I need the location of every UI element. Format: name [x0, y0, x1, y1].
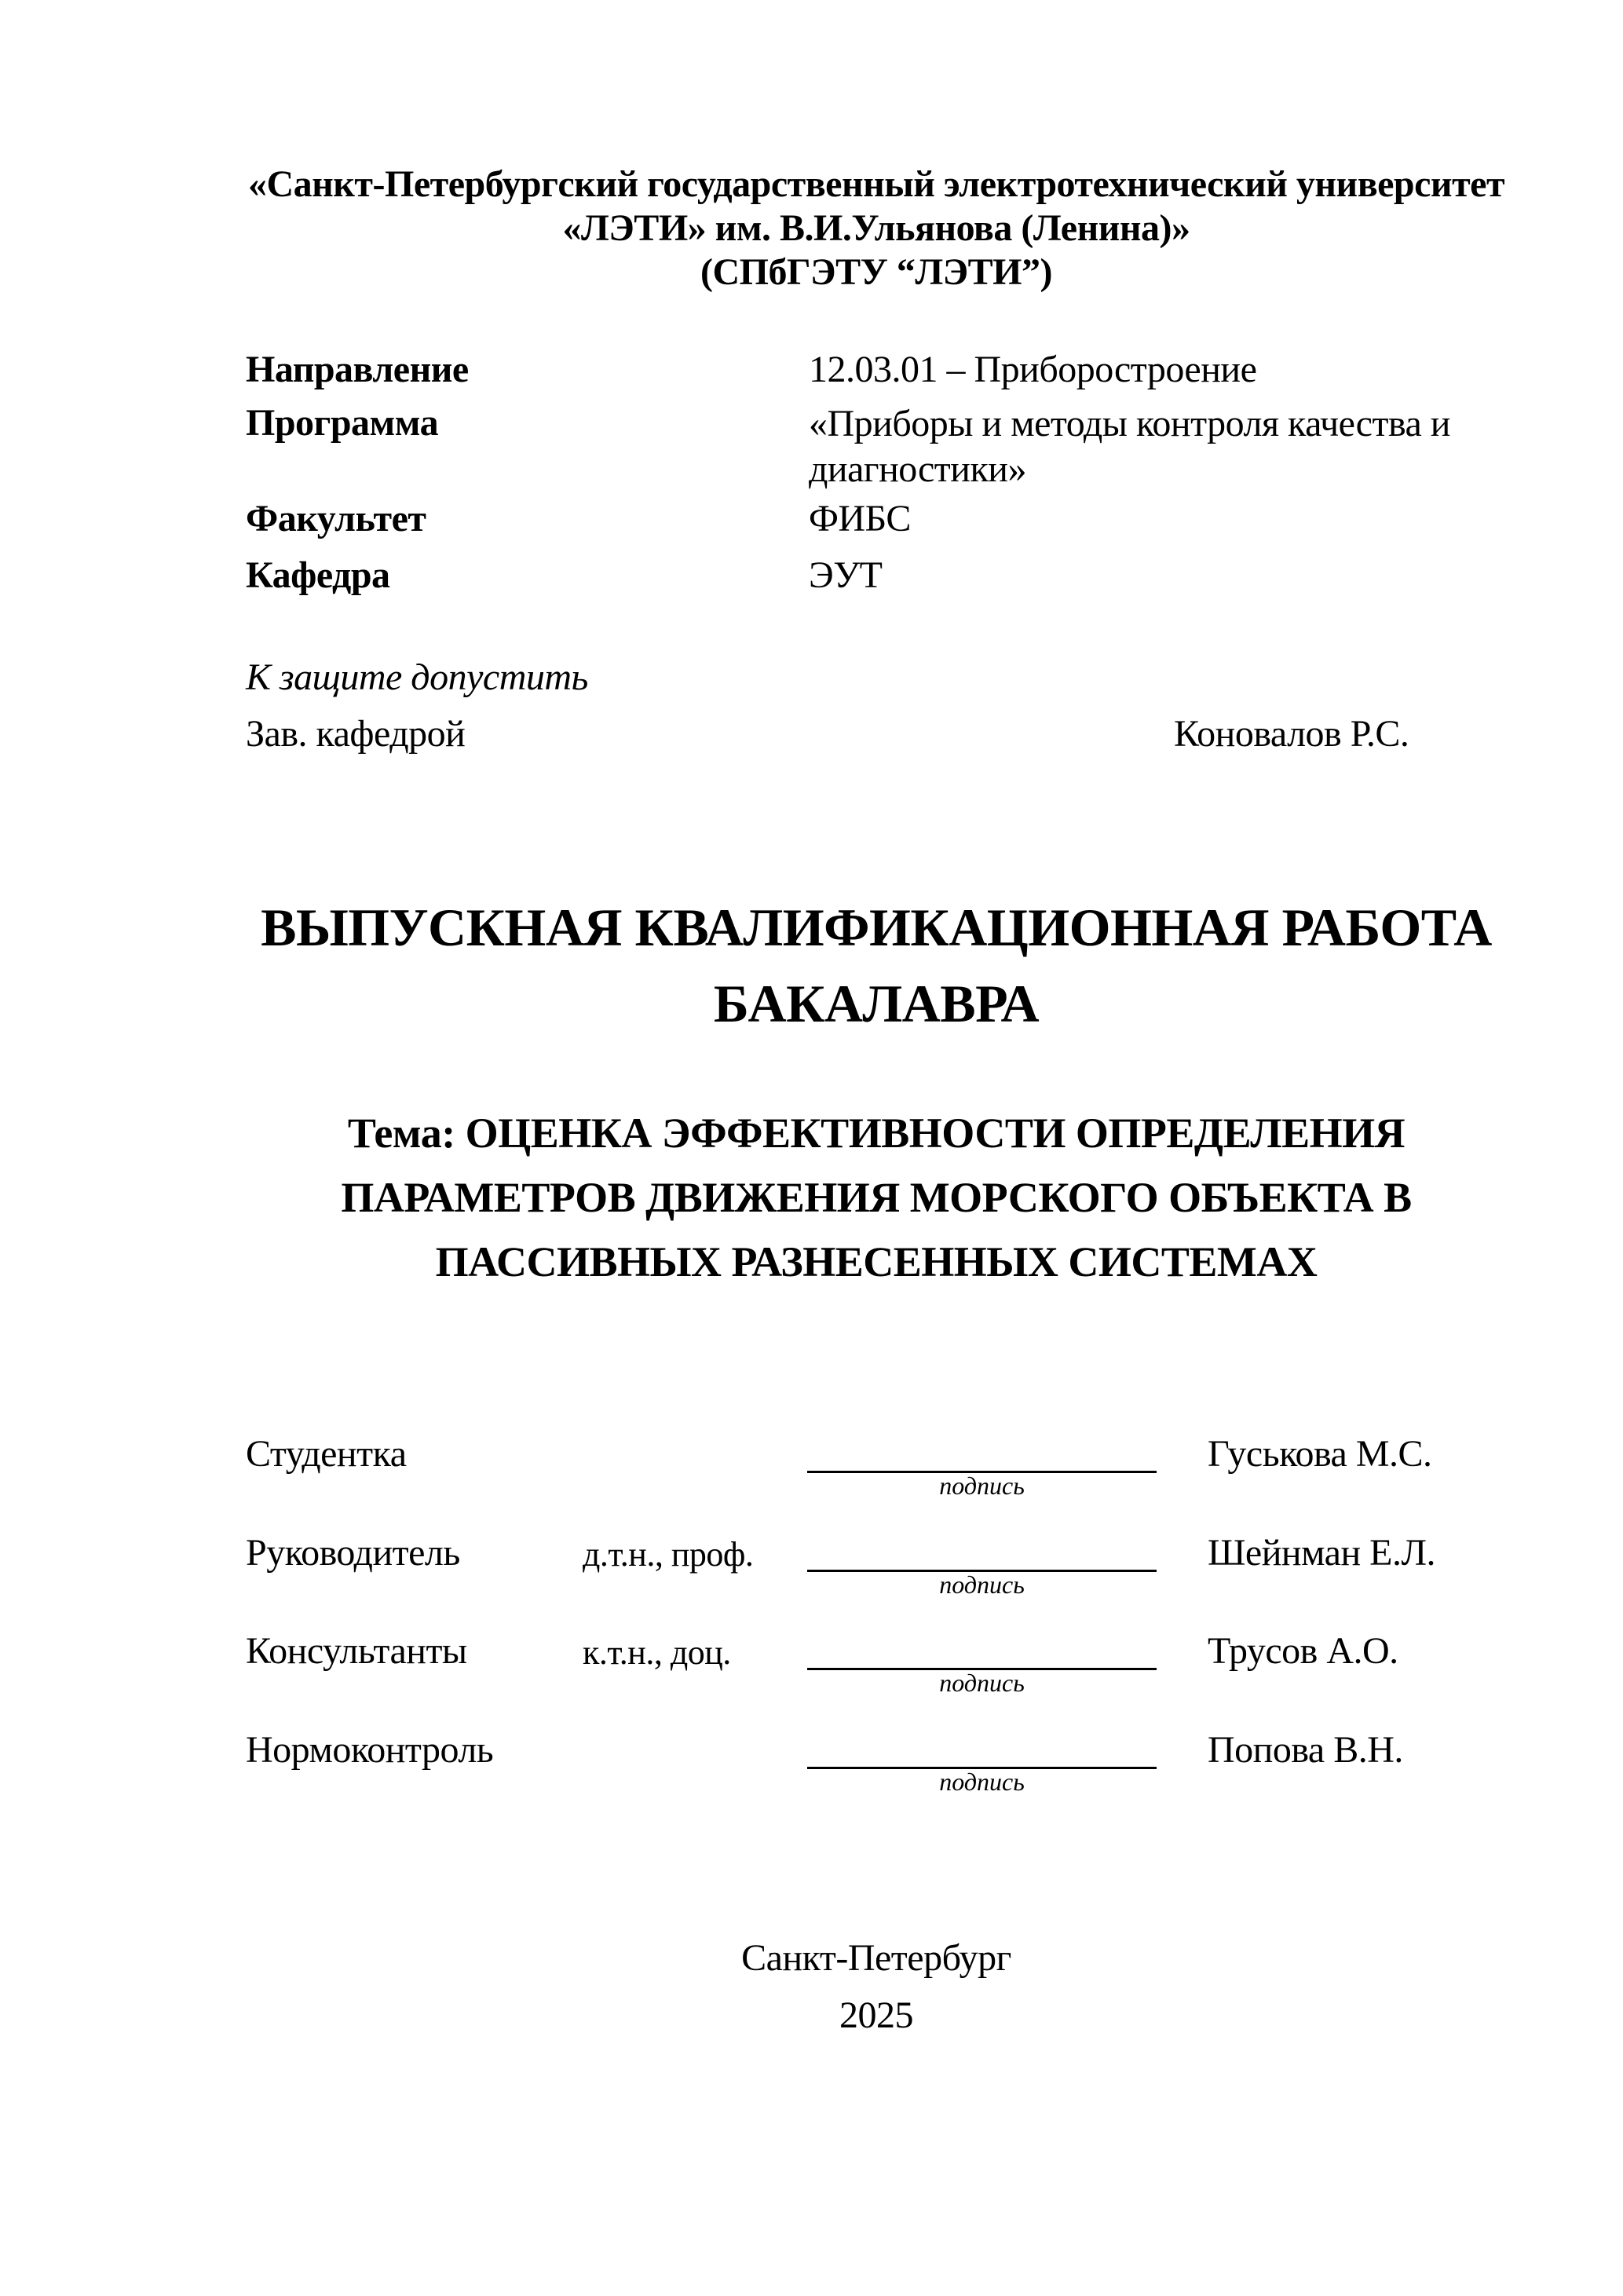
- department-value: ЭУТ: [809, 554, 883, 596]
- program-label: Программа: [246, 402, 439, 444]
- supervisor-role-label: Руководитель: [246, 1532, 460, 1574]
- theme-block: [246, 1101, 1507, 1294]
- head-of-department-name: Коновалов Р.С.: [1174, 713, 1409, 755]
- university-header: [246, 163, 1507, 294]
- student-signature-caption: подпись: [939, 1472, 1025, 1500]
- consultant-qualification: к.т.н., доц.: [583, 1633, 731, 1672]
- normcontrol-signature-caption: подпись: [939, 1768, 1025, 1796]
- consultant-name: Трусов А.О.: [1208, 1630, 1398, 1672]
- program-value: «Приборы и методы контроля качества и диагностики»: [809, 403, 1450, 490]
- faculty-value: ФИБС: [809, 498, 911, 539]
- theme-line1: Тема: ОЦЕНКА ЭФФЕКТИВНОСТИ ОПРЕДЕЛЕНИЯ: [347, 1110, 1406, 1157]
- work-title-line2: БАКАЛАВРА: [713, 974, 1040, 1033]
- theme-line3: ПАССИВНЫХ РАЗНЕСЕННЫХ СИСТЕМАХ: [435, 1238, 1318, 1285]
- student-name: Гуськова М.С.: [1208, 1433, 1432, 1475]
- university-name-line1: «Санкт-Петербургский государственный электротехнический университет: [247, 163, 1505, 205]
- head-of-department-label: Зав. кафедрой: [246, 713, 466, 755]
- theme-line2: ПАРАМЕТРОВ ДВИЖЕНИЯ МОРСКОГО ОБЪЕКТА В: [341, 1174, 1412, 1221]
- university-abbreviation: (СПбГЭТУ “ЛЭТИ”): [700, 251, 1052, 293]
- consultant-role-label: Консультанты: [246, 1630, 467, 1672]
- faculty-label: Факультет: [246, 498, 426, 539]
- city: Санкт-Петербург: [741, 1937, 1011, 1979]
- supervisor-qualification: д.т.н., проф.: [583, 1535, 754, 1574]
- department-label: Кафедра: [246, 554, 390, 596]
- admission-note: К защите допустить: [246, 656, 588, 698]
- consultant-signature-caption: подпись: [939, 1669, 1025, 1697]
- work-title-line1: ВЫПУСКНАЯ КВАЛИФИКАЦИОННАЯ РАБОТА: [261, 898, 1492, 957]
- direction-label: Направление: [246, 349, 469, 390]
- normcontrol-name: Попова В.Н.: [1208, 1729, 1403, 1771]
- university-name-line2: «ЛЭТИ» им. В.И.Ульянова (Ленина)»: [562, 207, 1190, 249]
- normcontrol-role-label: Нормоконтроль: [246, 1729, 494, 1771]
- year: 2025: [839, 1994, 913, 2036]
- student-role-label: Студентка: [246, 1433, 407, 1475]
- supervisor-name: Шейнман Е.Л.: [1208, 1532, 1436, 1574]
- direction-value: 12.03.01 – Приборостроение: [809, 349, 1257, 390]
- supervisor-signature-caption: подпись: [939, 1570, 1025, 1599]
